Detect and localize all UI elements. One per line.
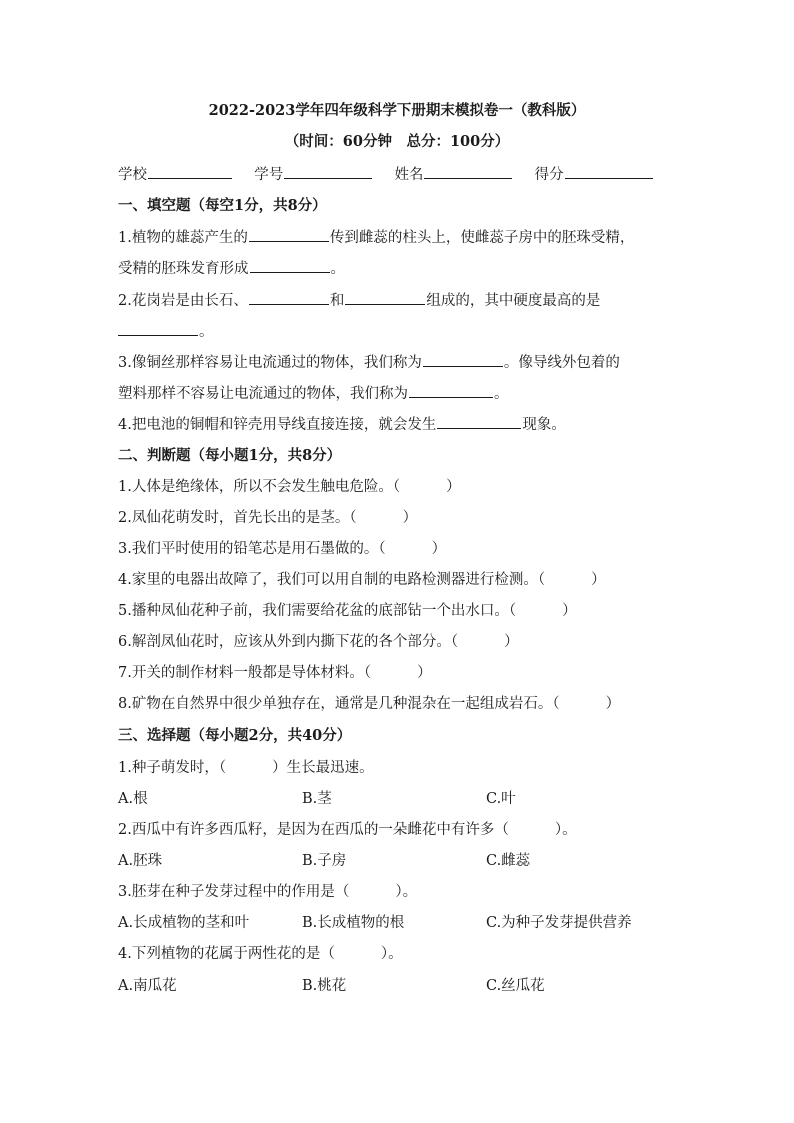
q3-text: 3.像铜丝那样容易让电流通过的物体，我们称为 [118, 355, 422, 371]
paren-close: ） [504, 634, 519, 650]
fill-q3-blank2[interactable] [409, 383, 493, 398]
judge-item [118, 508, 676, 528]
section3-heading: 三、选择题（每小题2分，共40分） [118, 727, 352, 744]
choice-q3-text: 3.胚芽在种子发芽过程中的作用是（ [118, 884, 350, 900]
option-c[interactable]: C.叶 [486, 791, 516, 807]
option-c[interactable]: C.为种子发芽提供营养 [486, 915, 632, 931]
judge-item [118, 663, 676, 683]
score-blank[interactable] [565, 164, 653, 179]
fill-q1-blank1[interactable] [249, 227, 329, 242]
judge-item-text: 2.凤仙花萌发时，首先长出的是茎。 [118, 510, 350, 526]
q2-text-cont: 组成的，其中硬度最高的是 [426, 293, 601, 309]
fill-q1-blank2[interactable] [250, 258, 330, 273]
paren-open: （ [378, 541, 386, 557]
paren-close: ） [402, 510, 418, 526]
q1-text-end: 。 [330, 261, 345, 277]
paren-close: ） [605, 696, 621, 712]
q1-text-2: 受精的胚珠发育形成 [118, 261, 249, 277]
choice-q1 [118, 758, 676, 778]
judge-item [118, 632, 676, 652]
judge-item [118, 694, 676, 714]
section2-heading: 二、判断题（每小题1分，共8分） [118, 447, 342, 464]
choice-q4 [118, 944, 676, 964]
q2-text-mid: 和 [329, 293, 345, 309]
paren-open: （ [363, 665, 372, 681]
choice-q1-text: 1.种子萌发时，（ [118, 760, 227, 776]
choice-q2 [118, 820, 676, 840]
judge-item-text: 5.播种凤仙花种子前，我们需要给花盆的底部钻一个出水口。 [118, 603, 509, 619]
option-a[interactable]: A.根 [118, 791, 148, 807]
score-label: 得分 [534, 167, 564, 183]
q3-text-end: 。 [494, 386, 509, 402]
choice-q4-text-end: ）。 [380, 946, 403, 962]
option-b[interactable]: B.子房 [302, 853, 347, 869]
name-label: 姓名 [394, 167, 424, 183]
fill-q3-blank1[interactable] [423, 352, 503, 367]
school-blank[interactable] [148, 164, 232, 179]
choice-q4-text: 4.下列植物的花属于两性花的是（ [118, 946, 335, 962]
number-label: 学号 [254, 167, 284, 183]
judge-item-text: 6.解剖凤仙花时，应该从外到内撕下花的各个部分。 [118, 634, 451, 650]
fill-q2-blank1[interactable] [249, 290, 329, 305]
fill-q3-line1 [118, 352, 676, 373]
student-info-row [118, 164, 676, 185]
paren-open: （ [450, 634, 459, 650]
paren-open: （ [537, 572, 546, 588]
paren-open: （ [392, 479, 401, 495]
option-c[interactable]: C.雌蕊 [486, 853, 531, 869]
q2-text: 2.花岗岩是由长石、 [118, 293, 248, 309]
paren-open: （ [349, 510, 357, 526]
choice-q3 [118, 882, 676, 902]
judge-item-text: 1.人体是绝缘体，所以不会发生触电危险。 [118, 479, 393, 495]
q4-text-end: 现象。 [522, 417, 566, 433]
section1-heading: 一、填空题（每空1分，共8分） [118, 197, 327, 214]
school-label: 学校 [118, 167, 147, 183]
judge-item-text: 3.我们平时使用的铅笔芯是用石墨做的。 [118, 541, 379, 557]
name-blank[interactable] [424, 164, 512, 179]
paren-close: ） [446, 479, 461, 495]
fill-q2-line1 [118, 290, 676, 311]
fill-q3-line2 [118, 383, 676, 404]
fill-q4-line [118, 414, 676, 435]
judge-item [118, 539, 676, 559]
paren-close: ） [417, 665, 432, 681]
choice-q2-text: 2.西瓜中有许多西瓜籽，是因为在西瓜的一朵雌花中有许多（ [118, 822, 509, 838]
judge-item-text: 8.矿物在自然界中很少单独存在，通常是几种混杂在一起组成岩石。 [118, 696, 553, 712]
paren-close: ） [591, 572, 606, 588]
fill-q2-line2 [118, 321, 676, 342]
judge-item [118, 570, 676, 590]
paren-open: （ [552, 696, 560, 712]
fill-q2-blank2[interactable] [345, 290, 425, 305]
option-b[interactable]: B.茎 [302, 791, 332, 807]
judge-item [118, 477, 676, 497]
q3-text-cont: 。像导线外包着的 [503, 355, 620, 371]
judge-item [118, 601, 676, 621]
paren-open: （ [508, 603, 517, 619]
option-a[interactable]: A.胚珠 [118, 853, 163, 869]
choice-q3-text-end: ）。 [395, 884, 418, 900]
fill-q1-line2 [118, 258, 676, 279]
option-b[interactable]: B.长成植物的根 [302, 915, 405, 931]
q2-text-end: 。 [199, 324, 214, 340]
paren-close: ） [562, 603, 577, 619]
option-a[interactable]: A.长成植物的茎和叶 [118, 915, 250, 931]
fill-q2-blank3[interactable] [118, 321, 198, 336]
option-a[interactable]: A.南瓜花 [118, 978, 177, 994]
q3-text-2: 塑料那样不容易让电流通过的物体，我们称为 [118, 386, 408, 402]
exam-subtitle: （时间：60分钟 总分：100分） [284, 133, 510, 150]
judge-item-text: 7.开关的制作材料一般都是导体材料。 [118, 665, 364, 681]
fill-q4-blank[interactable] [437, 414, 521, 429]
paren-close: ） [431, 541, 447, 557]
option-c[interactable]: C.丝瓜花 [486, 978, 545, 994]
choice-q1-text-end: ）生长最迅速。 [272, 760, 374, 776]
number-blank[interactable] [284, 164, 372, 179]
judge-item-text: 4.家里的电器出故障了，我们可以用自制的电路检测器进行检测。 [118, 572, 538, 588]
fill-q1-line1 [118, 227, 676, 248]
exam-title: 2022-2023学年四年级科学下册期末模拟卷一（教科版） [208, 102, 586, 119]
q1-text: 1.植物的雄蕊产生的 [118, 230, 248, 246]
choice-q2-text-end: ）。 [554, 822, 577, 838]
option-b[interactable]: B.桃花 [302, 978, 347, 994]
q4-text: 4.把电池的铜帽和锌壳用导线直接连接，就会发生 [118, 417, 437, 433]
q1-text-cont: 传到雌蕊的柱头上，使雌蕊子房中的胚珠受精， [329, 230, 635, 246]
